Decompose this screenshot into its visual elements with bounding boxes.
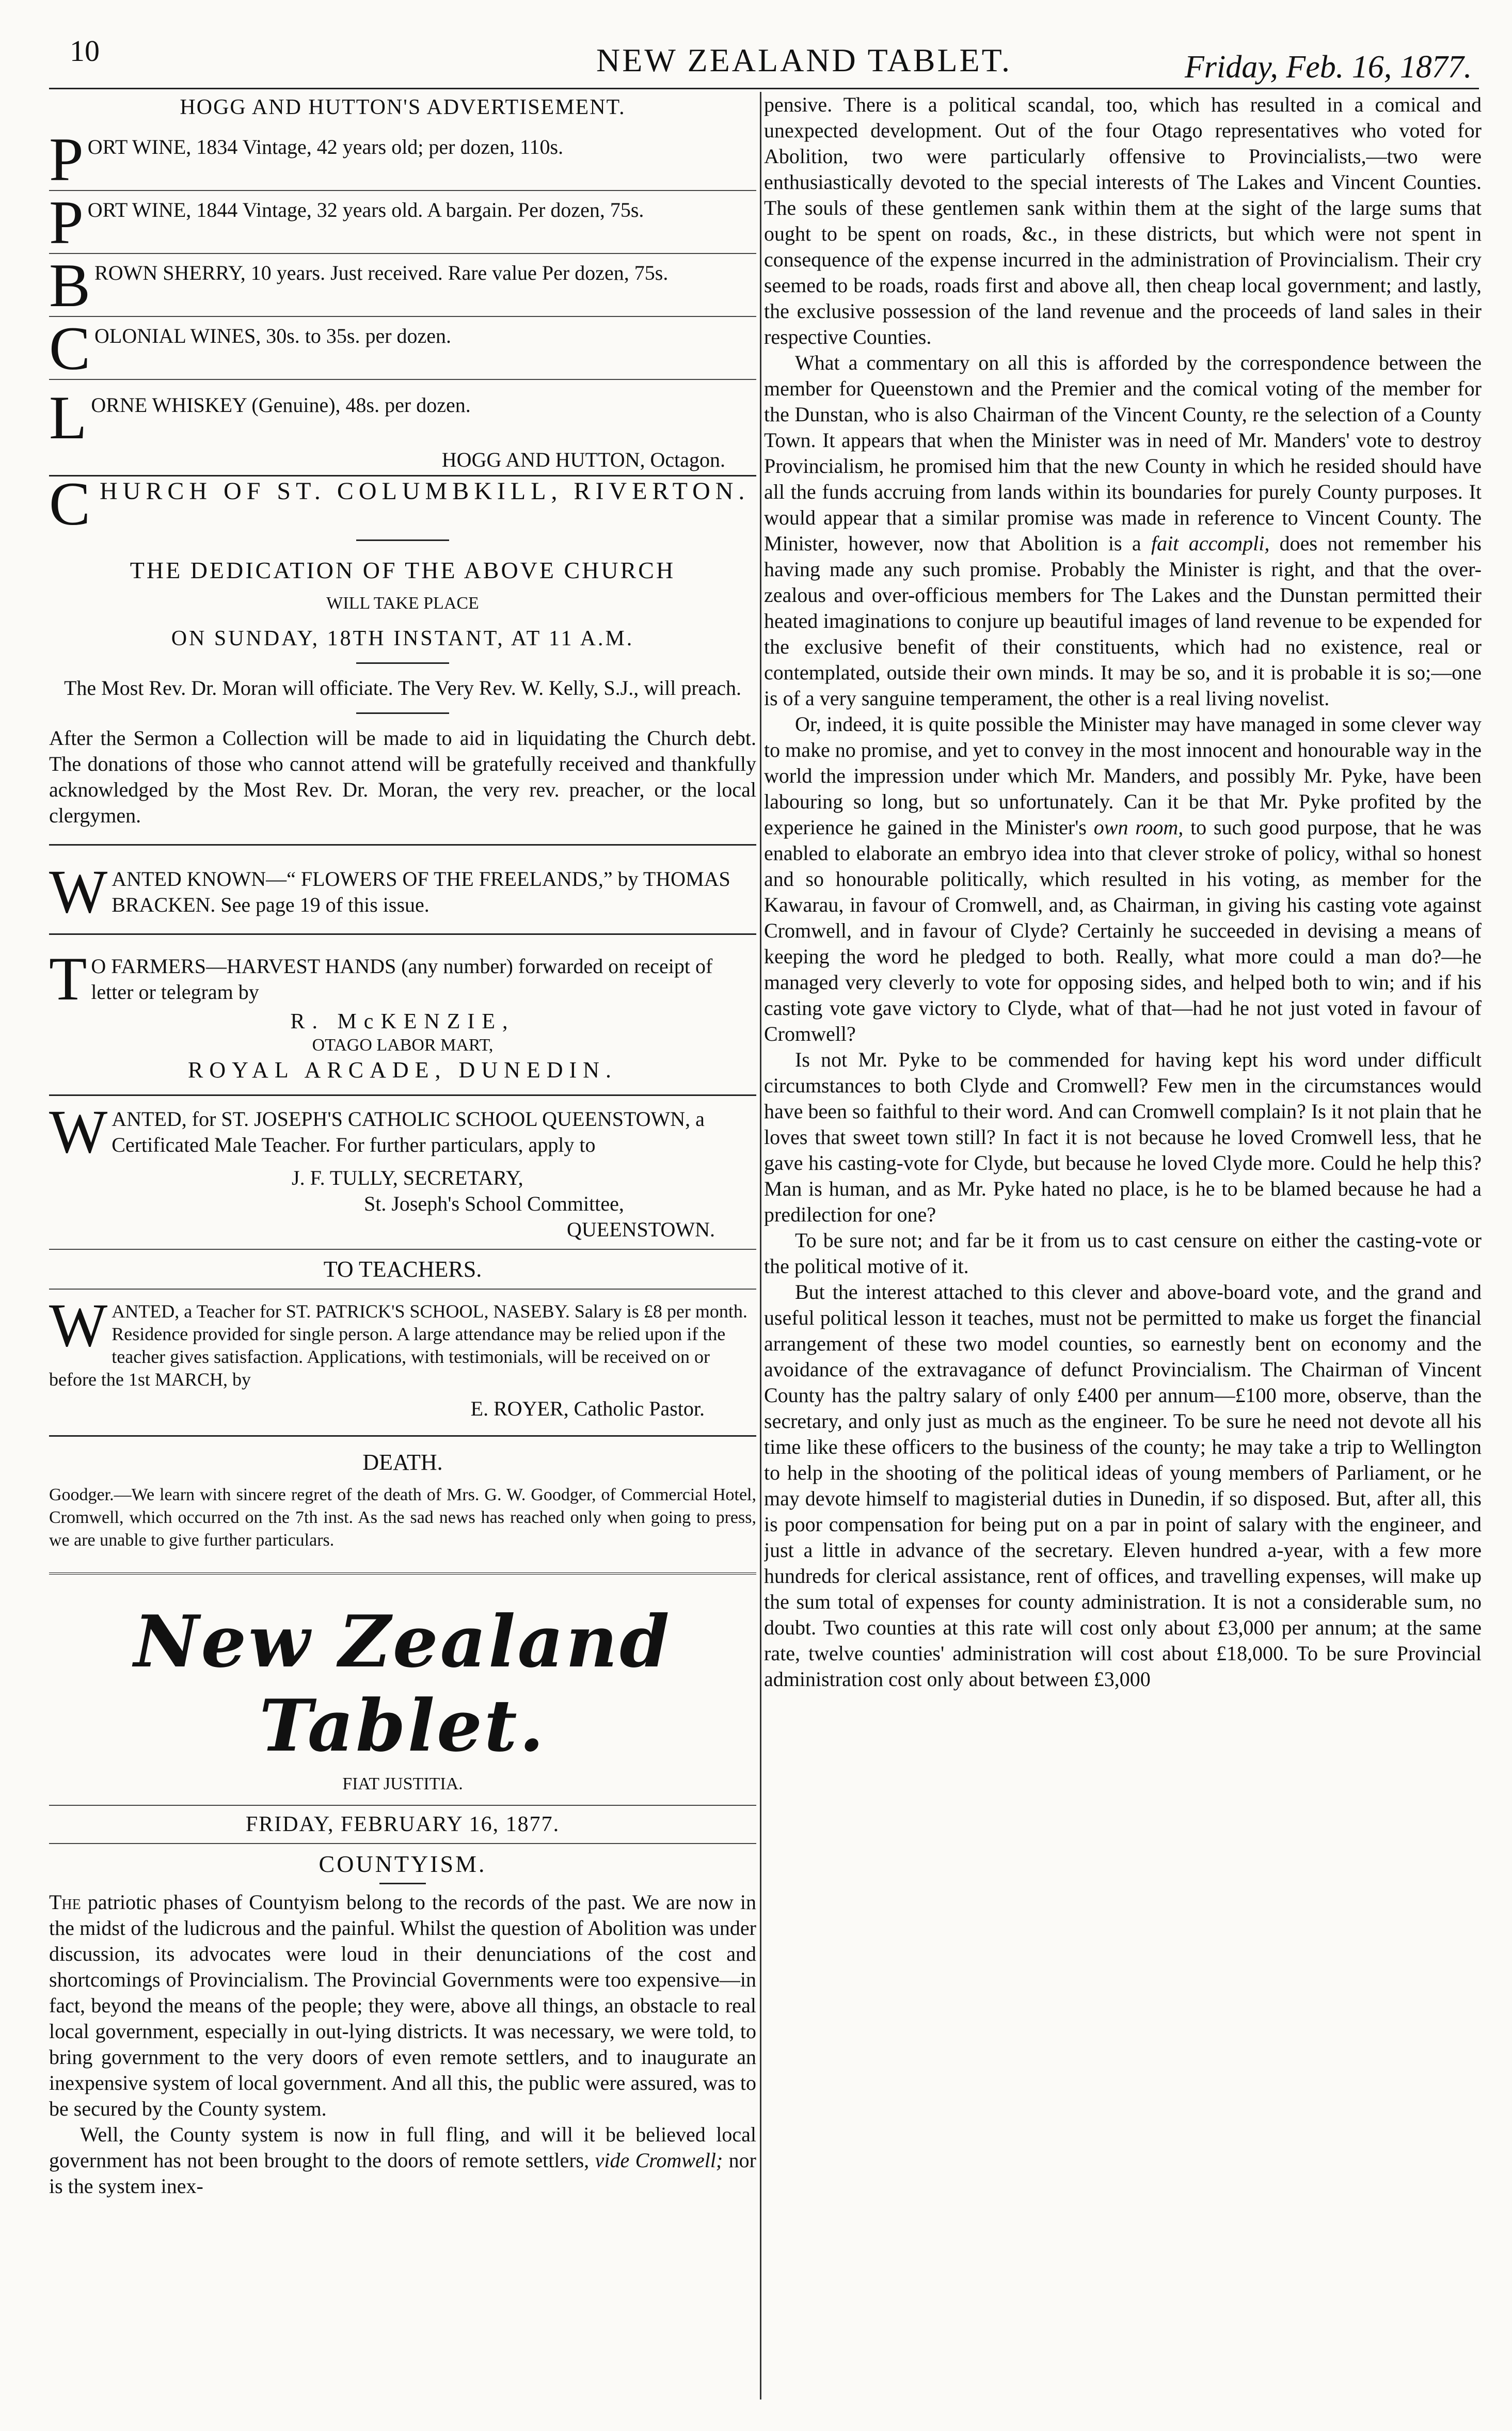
hogg-advert-title: HOGG AND HUTTON'S ADVERTISEMENT. [180,96,626,119]
editorial-paragraph-6: Is not Mr. Pyke to be commended for having kept his word under difficult circumstances to both Clyde and Cromwell? Few men in the circumstances would have been so faithful to their word. And can Cromwell complain? Is it not plain that he loves that sweet town still? In fact it is not because he loved Cromwell less, that he gave his casting-vote for Clyde, but because he loved Clyde more. Could he help this? Man is human, and as Mr. Pyke hated no place, is he to be blamed because he had a predilection for one? [764,1048,1482,1226]
paragraph-text: to such good purpose, that he was enabled to elaborate an embryo idea into that clever stroke of policy, withal so honest and so honourable politically, which resulted in his voting, as member for the Kawarau, in favour of Cromwell, and, as Chairman, in giving his casting vote against Cromwell, and in favour of Clyde? Certainly he succeeded in devising a means of keeping the word he pledged to both. Really, what more could a man do?—he managed very cleverly to vote for opposing sides, and helped both to win; and if his casting vote gave victory to Clyde, what of that—had he not just voted in favour of Cromwell? [764,816,1482,1045]
italic-text: fait accompli, [1151,532,1270,555]
masthead: NEW ZEALAND TABLET. [596,42,1012,78]
italic-text: own room, [1093,816,1184,839]
advert-text: ORNE WHISKEY (Genuine), 48s. per dozen. [91,393,471,417]
advert-teacher-queenstown [49,1106,756,1158]
advert-port-1844 [49,197,756,247]
header-rule [49,88,1479,89]
rule [49,253,756,254]
drop-cap: L [49,392,87,442]
rule [356,662,449,664]
double-rule [49,1572,756,1579]
rule [49,1435,756,1437]
advert-text: HURCH OF ST. COLUMBKILL, RIVERTON. [100,479,750,505]
labor-mart: OTAGO LABOR MART, [312,1036,494,1055]
drop-cap: C [49,323,91,373]
rule [49,1805,756,1806]
lead-word: The [49,1890,81,1914]
rule [49,379,756,380]
rule [49,933,756,935]
advert-text: ORT WINE, 1844 Vintage, 32 years old. A bargain. Per dozen, 75s. [87,198,644,221]
advert-teacher-naseby [49,1300,756,1391]
column-divider [760,92,761,2400]
drop-cap: T [49,954,87,1005]
rule [49,1249,756,1250]
newspaper-nameplate: New Zealand Tablet. [134,1599,672,1768]
editorial-date: FRIDAY, FEBRUARY 16, 1877. [245,1813,560,1836]
tully-secretary: J. F. TULLY, SECRETARY, [292,1166,523,1189]
hogg-signature: HOGG AND HUTTON, Octagon. [441,448,725,471]
drop-cap: B [49,260,91,310]
rule [49,190,756,191]
issue-date: Friday, Feb. 16, 1877. [1185,50,1472,85]
advert-port-1834 [49,134,756,184]
page-number: 10 [70,34,100,68]
paragraph-text: does not remember his having made any such promise. Probably the Minister is right, and that the over-zealous and over-officious members for The Lakes and the Dunstan permitted their heated imaginations to conjure up beautiful images of land revenue to be expended for the exclusive benefit of their constituents, which had no existence, real or contemplated, outside their own minds. It may be so, and it is probable it is so;—one is of a very sanguine temperament, the other is a real living novelist. [764,532,1482,710]
motto: FIAT JUSTITIA. [342,1774,463,1793]
drop-cap: W [49,1300,108,1359]
drop-cap: W [49,1106,108,1158]
advert-text: ANTED, for ST. JOSEPH'S CATHOLIC SCHOOL QUEENSTOWN, a Certificated Male Teacher. For further particulars, apply to [112,1107,705,1156]
rule [49,844,756,846]
rule [49,1843,756,1844]
rule [356,712,449,714]
goodger-notice: Goodger.—We learn with sincere regret of the death of Mrs. G. W. Goodger, of Commercial Hotel, Cromwell, which occurred on the 7th inst. As the sad news has reached only when going to press, we are unable to give further particulars. [49,1485,756,1550]
royal-arcade: ROYAL ARCADE, DUNEDIN. [188,1057,617,1083]
editorial-paragraph-7: To be sure not; and far be it from us to cast censure on either the casting-vote or the political motive of it. [764,1229,1482,1278]
advert-text: ROWN SHERRY, 10 years. Just received. Rare value Per dozen, 75s. [94,261,669,284]
dedication-heading: THE DEDICATION OF THE ABOVE CHURCH [130,557,676,583]
right-column [764,92,1482,2400]
advert-text: ANTED, a Teacher for ST. PATRICK'S SCHOOL, NASEBY. Salary is £8 per month. Residence provided for single person. A large attendance may be relied upon if the teacher gives satisfaction. Applications, with testimonials, will be received on or before the 1st MARCH, by [49,1301,747,1390]
advert-lorne-whiskey [49,392,756,442]
advert-colonial-wines [49,323,756,373]
editorial-paragraph-1 [49,1889,756,2122]
rule [49,475,756,476]
sunday-time: ON SUNDAY, 18TH INSTANT, AT 11 A.M. [171,627,634,650]
rule [49,1289,756,1290]
advert-text: OLONIAL WINES, 30s. to 35s. per dozen. [94,324,452,347]
editorial-paragraph-8: But the interest attached to this clever and above-board vote, and the grand and useful political lesson it teaches, must not be permitted to make us forget the financial arrangement of these two model counties, so earnestly bent on economy and the avoidance of the extravagance of defunct Provincialism. The Chairman of Vincent County has the paltry salary of only £400 per annum—£100 more, observe, than the secretary, and only just as much as the engineer. To be sure he need not devote all his time like these officers to the business of the county; he may take a trip to Wellington to help in the shooting of the political ideas of young members of Parliament, or he may devote himself to magisterial duties in Dunedin, if so disposed. But, after all, this is poor compensation for being put on a par in point of salary with the engineer, and just a little in advance of the secretary. Eleven hundred a-year, with a few more hundreds for clerical assistance, rent of offices, and travelling expenses, will make up the sum total of expenses for county administration. It is not a considerable sum, no doubt. Two counties at this rate will cost only about £3,000 per annum; at the same rate, twelve counties' administration will cost about £18,000. To be sure Provincial administration cost only about between £3,000 [764,1280,1482,1691]
drop-cap: P [49,134,84,184]
drop-cap: P [49,197,84,247]
death-heading: DEATH. [362,1450,443,1475]
article-title: COUNTYISM. [319,1851,487,1877]
royer-signature: E. ROYER, Catholic Pastor. [470,1397,705,1420]
paragraph-text: Or, indeed, it is quite possible the Minister may have managed in some clever way to make no promise, and yet to convey in the most innocent and honourable way in the world the impression under which Mr. Manders, and possibly Mr. Pyke, have been labouring so long, but so unfortunately. Can it be that Mr. Pyke profited by the experience he gained in the Minister's [764,712,1482,839]
advert-text: O FARMERS—HARVEST HANDS (any number) forwarded on receipt of letter or telegram by [91,955,713,1004]
editorial-paragraph-3: pensive. There is a political scandal, too, which has resulted in a comical and unexpected development. Out of the four Otago representatives who voted for Abolition, two were particularly offensive to Provincialists,—two were enthusiastically devoted to the special interests of The Lakes and Vincent Counties. The souls of these gentlemen sank within them at the sight of the large sums that ought to be spent on roads, &c., in these districts, but which were not spent in consequence of the expense incurred in the administration of Provincialism. Their cry seemed to be roads, roads first and above all, then cheap local government; and lastly, the exclusive possession of the land revenue and the proceeds of land sales in their respective Counties. [764,93,1482,348]
editorial-paragraph-2 [49,2122,756,2199]
mckenzie-name: R. McKENZIE, [290,1010,515,1034]
paragraph-text: What a commentary on all this is afforded by the correspondence between the member for Queenstown and the Premier and the comical voting of the member for the Dunstan, who is also Chairman of the Vincent County, re the selection of a County Town. It appears that when the Minister was in need of Mr. Manders' vote to destroy Provincialism, he promised him that the new County in which he resided should have all the funds accruing from lands within its boundaries for purely County purposes. It would appear that a similar promise was made in reference to Vincent County. The Minister, however, now that Abolition is a [764,351,1482,555]
advert-flowers-freelands [49,866,756,918]
left-column [49,92,756,2400]
church-advert-title [49,479,756,528]
advert-text: ANTED KNOWN—“ FLOWERS OF THE FREELANDS,” by THOMAS BRACKEN. See page 19 of this issue. [112,867,730,916]
italic-text: vide Cromwell; [595,2149,723,2172]
rule [49,316,756,317]
rule [49,1094,756,1096]
tully-queenstown: QUEENSTOWN. [566,1218,715,1241]
rule [379,1883,426,1884]
rule [356,539,449,541]
advert-brown-sherry [49,260,756,310]
paragraph-text: patriotic phases of Countyism belong to the records of the past. We are now in the midst of the ludicrous and the painful. Whilst the question of Abolition was under discussion, its advocates were loud in their denunciations of the cost and shortcomings of Provincialism. The Provincial Governments were too expensive—in fact, beyond the means of the people; they were, above all things, an obstacle to real local government, especially in out-lying districts. It was necessary, we were told, to bring government to the very doors of even remote settlers, and to inaugurate an inexpensive system of local government. And all this, the public were assured, was to be secured by the County system. [49,1890,756,2120]
paragraph-text: Well, the County system is now in full fling, and will it be believed local government has not been brought to the doors of remote settlers, [49,2123,756,2172]
drop-cap: W [49,866,108,918]
sermon-notice: After the Sermon a Collection will be made to aid in liquidating the Church debt. The donations of those who cannot attend will be gratefully received and thankfully acknowledged by the Most Rev. Dr. Moran, the very rev. preacher, or the local clergymen. [49,726,756,827]
will-take-place: WILL TAKE PLACE [326,594,479,613]
to-teachers-heading: TO TEACHERS. [323,1257,482,1282]
editorial-paragraph-5 [764,711,1482,1047]
editorial-paragraph-4 [764,350,1482,711]
tully-committee: St. Joseph's School Committee, [364,1192,624,1215]
advert-harvest-hands [49,954,756,1005]
paragraph-text: nor is the system inex- [49,2149,756,2198]
drop-cap: C [49,479,96,528]
officiate-notice: The Most Rev. Dr. Moran will officiate. The Very Rev. W. Kelly, S.J., will preach. [63,676,741,700]
advert-text: ORT WINE, 1834 Vintage, 42 years old; per dozen, 110s. [87,135,564,158]
page-header [49,28,1479,85]
